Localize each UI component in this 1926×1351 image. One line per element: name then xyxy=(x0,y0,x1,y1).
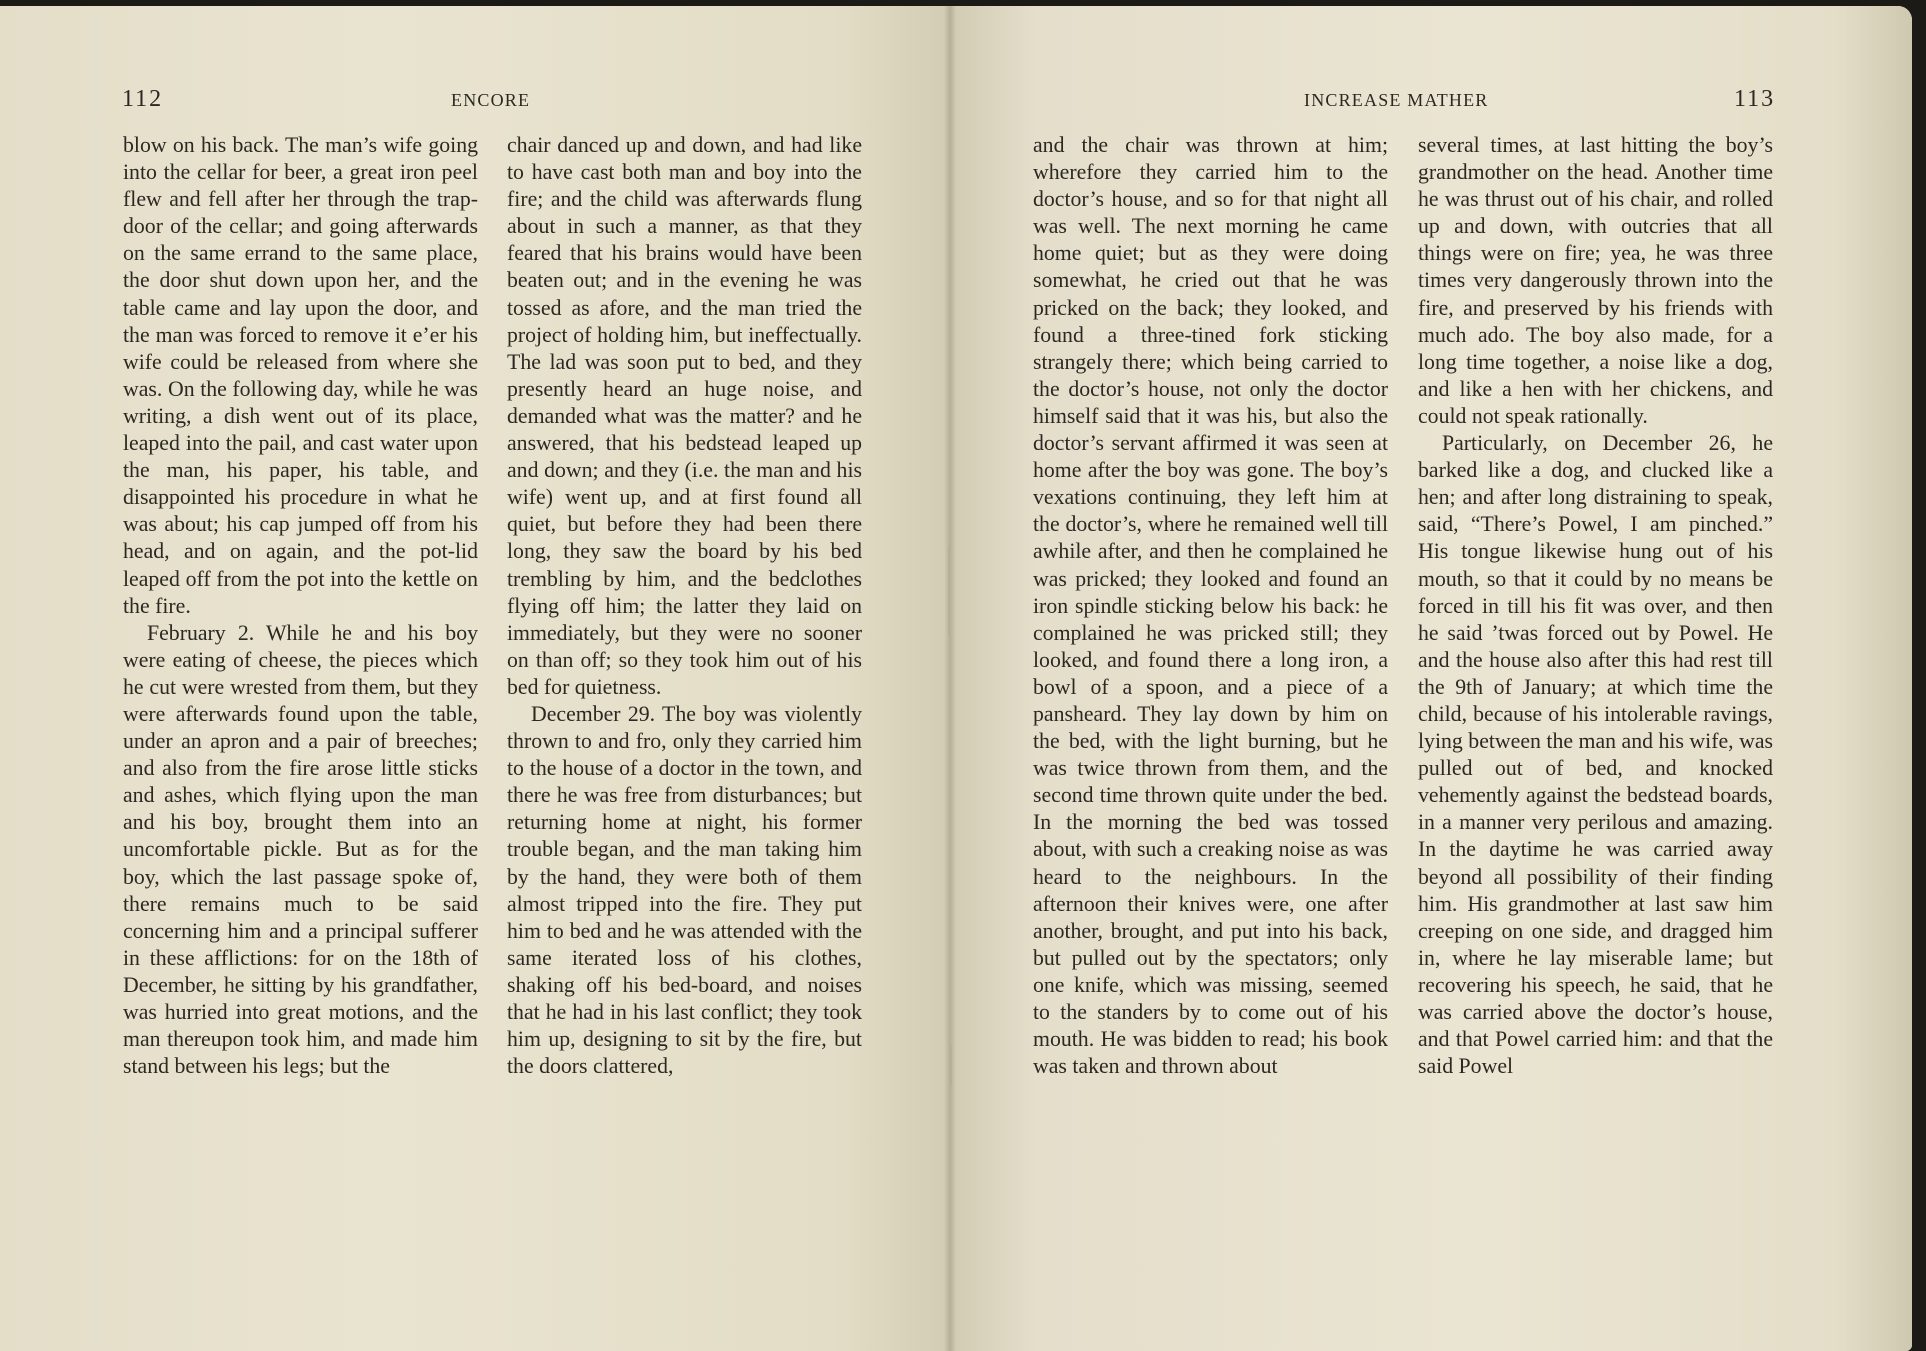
book-gutter xyxy=(944,6,956,1351)
right-column-2 xyxy=(1418,132,1773,1080)
paragraph: several times, at last hitting the boy’s grandmother on the head. Another time he was thrust out of his chair, and rolled up and down, with outcries that all things were on fire; yea, he was three times very dangerously thrown into the fire, and preserved by his friends with much ado. The boy also made, for a long time together, a noise like a dog, and like a hen with her chickens, and could not speak rationally. xyxy=(1418,133,1773,428)
paragraph: and the chair was thrown at him; wherefore they carried him to the doctor’s house, and so for that night all was well. The next morning he came home quiet; but as they were doing somewhat, he cried out that he was pricked on the back; they looked, and found a three-tined fork sticking strangely there; which being carried to the doctor’s house, not only the doctor himself said that it was his, but also the doctor’s servant affirmed it was seen at home after the boy was gone. The boy’s vexations continuing, they left him at the doctor’s, where he remained well till awhile after, and then he complained he was pricked; they looked and found an iron spindle sticking below his back: he complained he was pricked still; they looked, and found there a long iron, a bowl of a spoon, and a piece of a pansheard. They lay down by him on the bed, with the light burning, but he was twice thrown from them, and the second time thrown quite under the bed. In the morning the bed was tossed about, with such a creaking noise as was heard to the neighbours. In the afternoon their knives were, one after another, brought, and put into his back, but pulled out by the spectators; only one knife, which was missing, seemed to the standers by to come out of his mouth. He was bidden to read; his book was taken and thrown about xyxy=(1033,133,1388,1079)
left-column-1 xyxy=(123,132,478,1080)
open-book-spread xyxy=(0,6,1912,1351)
left-page xyxy=(0,6,950,1351)
paragraph: Particularly, on December 26, he barked like a dog, and clucked like a hen; and after long distraining to speak, said, “There’s Powel, I am pinched.” His tongue likewise hung out of his mouth, so that it could by no means be forced in till his fit was over, and then he said ’twas forced out by Powel. He and the house also after this had rest till the 9th of January; at which time the child, because of his intolerable ravings, lying between the man and his wife, was pulled out of bed, and knocked vehemently against the bedstead boards, in a manner very perilous and amazing. In the daytime he was carried away beyond all possibility of their finding him. His grandmother at last saw him creeping on one side, and dragged him in, where he lay miserable lame; but recovering his speech, he said, that he was carried above the doctor’s house, and that Powel carried him: and that the said Powel xyxy=(1418,431,1773,1079)
running-head-left: ENCORE xyxy=(451,90,531,110)
binding-thread xyxy=(948,546,950,636)
page-number-left: 112 xyxy=(122,86,164,112)
paragraph: chair danced up and down, and had like to have cast both man and boy into the fire; and the child was afterwards flung about in such a manner, as that they feared that his brains would have been beaten out; and in the evening he was tossed as afore, and the man tried the project of holding him, but ineffectually. The lad was soon put to bed, and they presently heard an huge noise, and demanded what was the matter? and he answered, that his bedstead leaped up and down; and they (i.e. the man and his wife) went up, and at first found all quiet, but before they had been there long, they saw the board by his bed trembling by him, and the bedclothes flying off him; the latter they laid on immediately, but they were no sooner on than off; so they took him out of his bed for quietness. xyxy=(507,133,862,699)
page-number-right: 113 xyxy=(1734,86,1776,112)
paragraph: February 2. While he and his boy were eating of cheese, the pieces which he cut were wrested from them, but they were afterwards found upon the table, under an apron and a pair of breeches; and also from the fire arose little sticks and ashes, which flying upon the man and his boy, brought them into an uncomfortable pickle. But as for the boy, which the last passage spoke of, there remains much to be said concerning him and a principal sufferer in these afflictions: for on the 18th of December, he sitting by his grandfather, was hurried into great motions, and the man thereupon took him, and made him stand between his legs; but the xyxy=(123,620,478,1079)
paragraph: December 29. The boy was violently thrown to and fro, only they carried him to the house of a doctor in the town, and there he was free from disturbances; but returning home at night, his former trouble began, and the man taking him by the hand, they were both of them almost tripped into the fire. They put him to bed and he was attended with the same iterated loss of his clothes, shaking off his bed-board, and noises that he had in his last conflict; they took him up, designing to sit by the fire, but the doors clattered, xyxy=(507,701,862,1079)
right-page xyxy=(950,6,1912,1351)
right-column-1 xyxy=(1033,132,1388,1080)
binding-thread xyxy=(950,1046,952,1086)
paragraph: blow on his back. The man’s wife going into the cellar for beer, a great iron peel flew and fell after her through the trap-door of the cellar; and going afterwards on the same errand to the same place, the door shut down upon her, and the table came and lay upon the door, and the man was forced to remove it e’er his wife could be released from where she was. On the following day, while he was writing, a dish went out of its place, leaped into the pail, and cast water upon the man, his paper, his table, and disappointed his procedure in what he was about; his cap jumped off from his head, and on again, and the pot-lid leaped off from the pot into the kettle on the fire. xyxy=(123,133,478,618)
running-head-right: INCREASE MATHER xyxy=(1304,90,1489,110)
left-column-2 xyxy=(507,132,862,1080)
